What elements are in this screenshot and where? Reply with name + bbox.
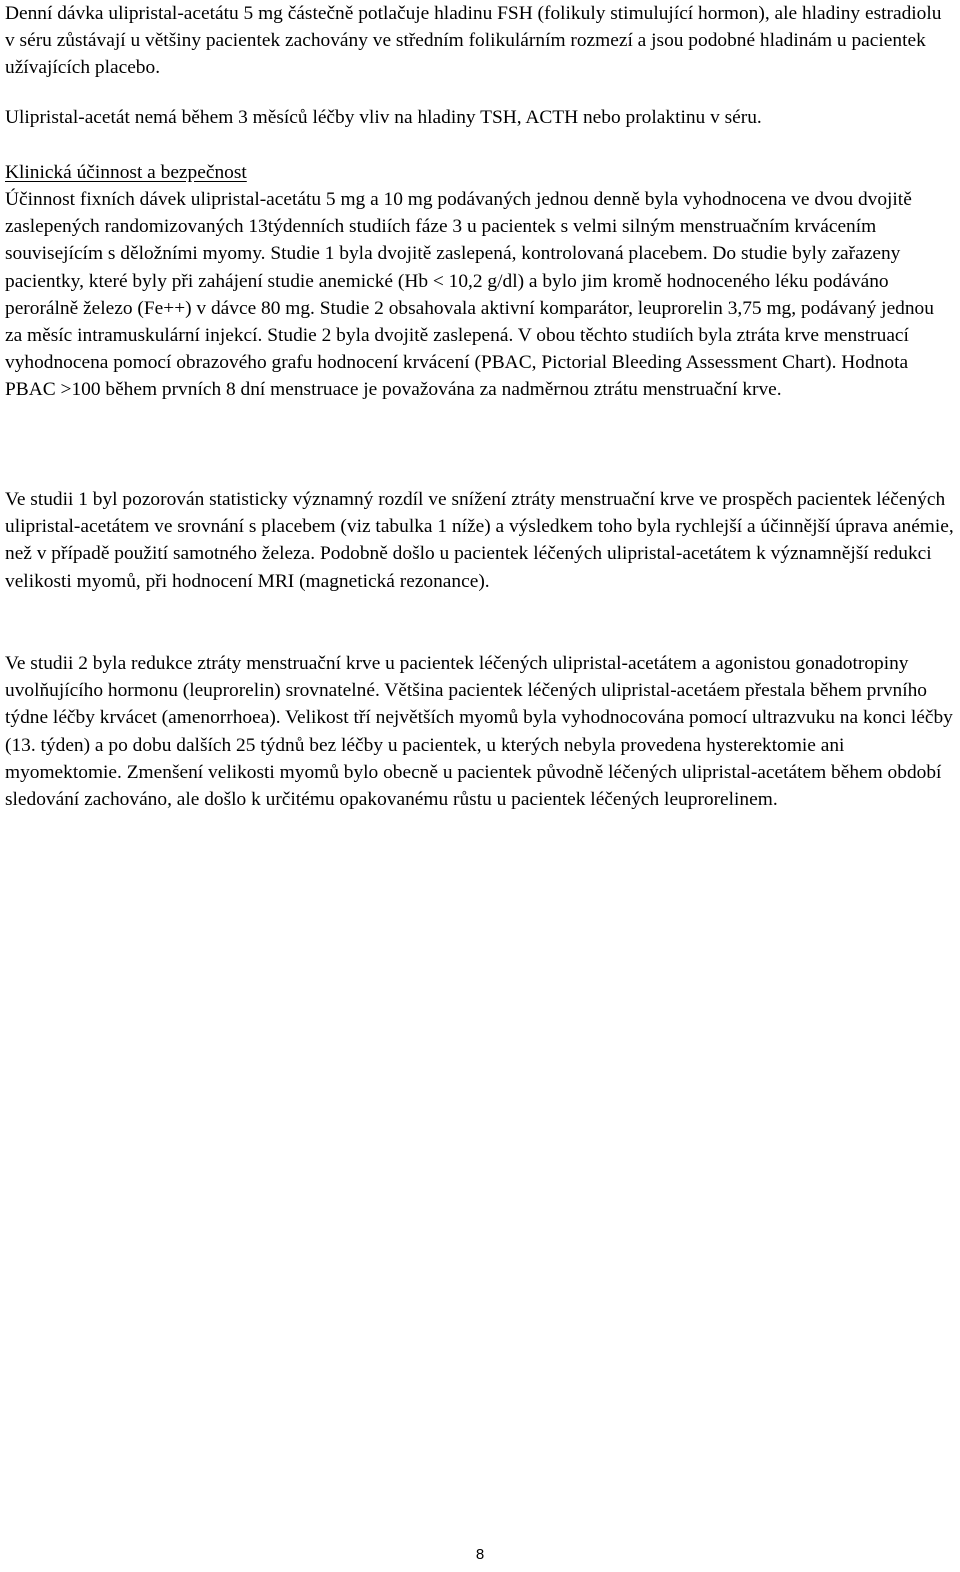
section-heading-clinical-efficacy: Klinická účinnost a bezpečnost (5, 162, 247, 183)
paragraph-study-1-results: Ve studii 1 byl pozorován statisticky významný rozdíl ve snížení ztráty menstruační krve ve prospěch pacientek léčených ulipristal-acetátem ve srovnání s placebem (viz tabulka 1 níže) a výsledkem toho byla rychlejší a účinnější úprava anémie, než v případě použití samotného železa. Podobně došlo u pacientek léčených ulipristal-acetátem k významnější redukci velikosti myomů, při hodnocení MRI (magnetická rezonance). (5, 489, 954, 592)
page-number: 8 (475, 1546, 485, 1563)
paragraph-tsh-acth: Ulipristal-acetát nemá během 3 měsíců léčby vliv na hladiny TSH, ACTH nebo prolaktinu v séru. (5, 107, 762, 128)
paragraph-study-design: Účinnost fixních dávek ulipristal-acetátu 5 mg a 10 mg podávaných jednou denně byla vyhodnocena ve dvou dvojitě zaslepených randomizovaných 13týdenních studiích fáze 3 u pacientek s velmi silným menstruačním krvácením souvisejícím s děložními myomy. Studie 1 byla dvojitě zaslepená, kontrolovaná placebem. Do studie byly zařazeny pacientky, které byly při zahájení studie anemické (Hb < 10,2 g/dl) a bylo jim kromě hodnoceného léku podáváno perorálně železo (Fe++) v dávce 80 mg. Studie 2 obsahovala aktivní komparátor, leuprorelin 3,75 mg, podávaný jednou za měsíc intramuskulární injekcí. Studie 2 byla dvojitě zaslepená. V obou těchto studiích byla ztráta krve menstruací vyhodnocena pomocí obrazového grafu hodnocení krvácení (PBAC, Pictorial Bleeding Assessment Chart). Hodnota PBAC >100 během prvních 8 dní menstruace je považována za nadměrnou ztrátu menstruační krve. (5, 189, 934, 401)
paragraph-study-2-results: Ve studii 2 byla redukce ztráty menstruační krve u pacientek léčených ulipristal-acetátem a agonistou gonadotropiny uvolňujícího hormonu (leuprorelin) srovnatelné. Většina pacientek léčených ulipristal-acetáem přestala během prvního týdne léčby krvácet (amenorrhoea). Velikost tří největších myomů byla vyhodnocována pomocí ultrazvuku na konci léčby (13. týden) a po dobu dalších 25 týdnů bez léčby u pacientek, u kterých nebyla provedena hysterektomie ani myomektomie. Zmenšení velikosti myomů bylo obecně u pacientek původně léčených ulipristal-acetátem během období sledování zachováno, ale došlo k určitému opakovanému růstu u pacientek léčených leuprorelinem. (5, 653, 953, 811)
paragraph-fsh-estradiol: Denní dávka ulipristal-acetátu 5 mg částečně potlačuje hladinu FSH (folikuly stimulující hormon), ale hladiny estradiolu v séru zůstávají u většiny pacientek zachovány ve středním folikulárním rozmezí a jsou podobné hladinám u pacientek užívajících placebo. (5, 3, 942, 79)
